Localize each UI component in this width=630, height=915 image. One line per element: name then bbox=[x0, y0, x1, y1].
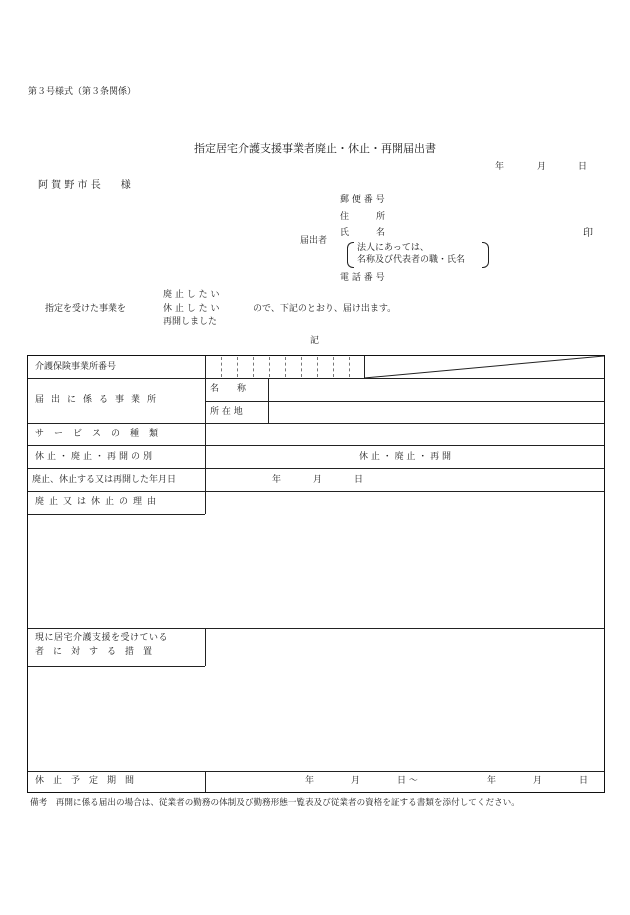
period-end-year: 年 bbox=[487, 776, 497, 786]
row-line bbox=[28, 468, 604, 469]
digit-divider bbox=[317, 357, 318, 377]
period-label: 休 止 予 定 期 間 bbox=[35, 776, 135, 786]
office-label: 届出に係る事業所 bbox=[35, 395, 164, 405]
label-column-line bbox=[205, 628, 206, 666]
diagonal-strike bbox=[364, 356, 604, 378]
option-abolish: 廃 止 し た い bbox=[163, 290, 220, 300]
measures-label-bottom bbox=[28, 666, 205, 667]
row-line bbox=[28, 628, 604, 629]
period-start-day: 日 〜 bbox=[397, 776, 418, 786]
option-suspend: 休 止 し た い bbox=[163, 304, 220, 314]
postal-code-label: 郵 便 番 号 bbox=[340, 195, 385, 205]
period-end-month: 月 bbox=[533, 776, 543, 786]
corp-note-line1: 法人にあっては、 bbox=[357, 243, 429, 253]
date-month: 月 bbox=[537, 162, 547, 172]
sub-label-column-line bbox=[268, 378, 269, 423]
measures-label-line1: 現に居宅介護支援を受けている bbox=[35, 633, 169, 643]
digit-divider bbox=[221, 357, 222, 377]
form-number: 第３号様式（第３条関係） bbox=[28, 87, 137, 97]
period-end-day: 日 bbox=[579, 776, 589, 786]
digit-divider bbox=[237, 357, 238, 377]
table-date-month: 月 bbox=[313, 475, 323, 485]
category-value: 休 止 ・ 廃 止 ・ 再 開 bbox=[358, 452, 452, 462]
table-date-day: 日 bbox=[354, 475, 364, 485]
digit-divider bbox=[269, 357, 270, 377]
remarks-note: 備考 再開に係る届出の場合は、従業者の勤務の体制及び勤務形態一覧表及び従業者の資格を証する書類を添付してください。 bbox=[30, 798, 520, 808]
corp-note-line2: 名称及び代表者の職・氏名 bbox=[357, 255, 466, 265]
reason-label: 廃止又は休止の理由 bbox=[35, 497, 162, 507]
form-table bbox=[27, 355, 605, 793]
digit-divider bbox=[285, 357, 286, 377]
digit-divider bbox=[301, 357, 302, 377]
period-start-year: 年 bbox=[305, 776, 315, 786]
name-label: 氏 名 bbox=[340, 228, 386, 238]
office-name-label: 名 称 bbox=[210, 384, 247, 394]
digit-divider bbox=[253, 357, 254, 377]
category-label: 休止・廃止・再開の別 bbox=[35, 452, 156, 462]
office-split-line bbox=[205, 401, 604, 402]
digit-divider bbox=[349, 357, 350, 377]
ki-mark: 記 bbox=[310, 336, 320, 346]
measures-label-line2: 者 に 対 す る 措 置 bbox=[35, 647, 153, 657]
applicant-label: 届出者 bbox=[300, 236, 328, 246]
table-date-year: 年 bbox=[272, 475, 282, 485]
date-year: 年 bbox=[495, 162, 505, 172]
reason-label-bottom bbox=[28, 514, 205, 515]
row-line bbox=[28, 771, 604, 772]
office-number-label: 介護保険事業所番号 bbox=[35, 362, 117, 372]
option-resume: 再開しました bbox=[163, 317, 218, 327]
service-type-label: サービスの種類 bbox=[35, 429, 169, 439]
date-day: 日 bbox=[578, 162, 588, 172]
date-label: 廃止、休止する又は再開した年月日 bbox=[32, 475, 177, 485]
office-location-label: 所 在 地 bbox=[210, 407, 243, 417]
period-start-month: 月 bbox=[351, 776, 361, 786]
page-title: 指定居宅介護支援事業者廃止・休止・再開届出書 bbox=[194, 142, 436, 155]
label-column-line bbox=[205, 356, 206, 514]
statement-suffix: ので、下記のとおり、届け出ます。 bbox=[253, 304, 397, 314]
label-column-line bbox=[205, 771, 206, 792]
phone-label: 電 話 番 号 bbox=[340, 273, 385, 283]
seal-mark: 印 bbox=[583, 228, 593, 239]
row-line bbox=[28, 378, 604, 379]
row-line bbox=[28, 423, 604, 424]
right-bracket bbox=[482, 242, 489, 268]
row-line bbox=[28, 491, 604, 492]
address-label: 住 所 bbox=[340, 212, 386, 222]
digit-divider bbox=[333, 357, 334, 377]
left-bracket bbox=[347, 242, 354, 268]
statement-prefix: 指定を受けた事業を bbox=[45, 304, 127, 314]
row-line bbox=[28, 445, 604, 446]
recipient: 阿 賀 野 市 長 様 bbox=[38, 180, 131, 191]
